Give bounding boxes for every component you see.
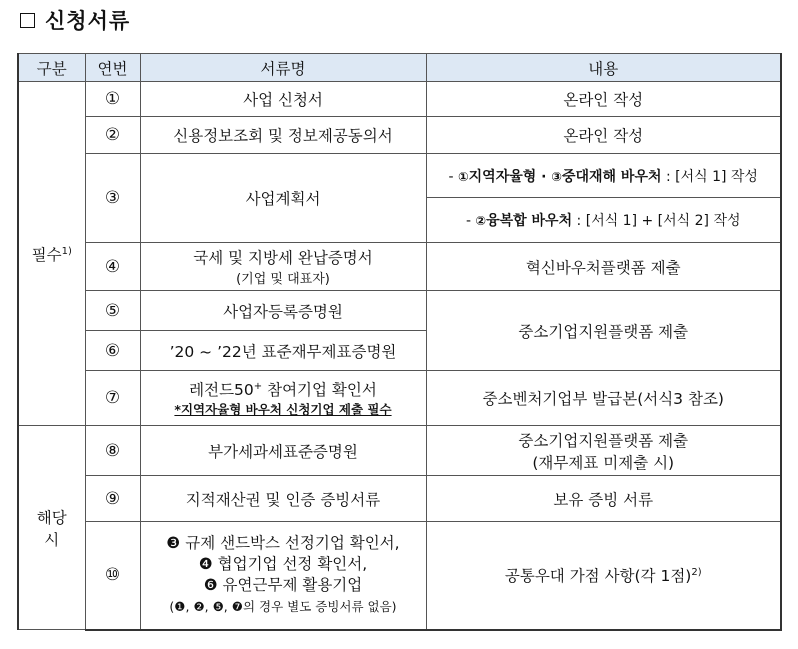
row-content: 중소기업지원플랫폼 제출 xyxy=(426,291,781,371)
row-content: 보유 증빙 서류 xyxy=(426,476,781,522)
row-doc: 사업 신청서 xyxy=(140,82,426,117)
row-no: ② xyxy=(85,117,140,154)
doc-line: (❶, ❷, ❺, ❼의 경우 별도 증빙서류 없음) xyxy=(169,599,397,615)
doc-line: ❹ 협업기업 선정 확인서, xyxy=(198,555,368,574)
doc-line: 국세 및 지방세 완납증명서 xyxy=(193,249,373,267)
row-no: ⑤ xyxy=(85,291,140,331)
doc-line: 레전드50+ 참여기업 확인서 xyxy=(189,380,377,399)
row-content: 혁신바우처플랫폼 제출 xyxy=(426,243,781,291)
checkbox-square-icon xyxy=(20,13,35,28)
row-doc: 사업계획서 xyxy=(140,154,426,243)
row-content-a: - ①지역자율형 · ③중대재해 바우처 : [서식 1] 작성 xyxy=(426,154,781,198)
row-doc xyxy=(140,243,426,291)
header-category: 구분 xyxy=(18,54,85,82)
row-content: 공통우대 가점 사항(각 1점)$^{2)}$ xyxy=(426,522,781,630)
doc-line: ❸ 규제 샌드박스 선정기업 확인서, xyxy=(166,534,400,553)
row-content: 온라인 작성 xyxy=(426,117,781,154)
row-no: ⑧ xyxy=(85,426,140,476)
title-text: 신청서류 xyxy=(45,9,131,33)
header-doc: 서류명 xyxy=(140,54,426,82)
doc-note: *지역자율형 바우처 신청기업 제출 필수 xyxy=(174,402,392,417)
section-title xyxy=(20,6,130,34)
header-content: 내용 xyxy=(426,54,781,82)
row-doc: 부가세과세표준증명원 xyxy=(140,426,426,476)
group-applicable: 해당 시 xyxy=(18,426,85,630)
row-content: 온라인 작성 xyxy=(426,82,781,117)
doc-line: ❻ 유연근무제 활용기업 xyxy=(203,576,363,595)
row-no: ⑦ xyxy=(85,371,140,426)
doc-line: (기업 및 대표자) xyxy=(236,272,330,287)
row-no: ⑨ xyxy=(85,476,140,522)
row-doc: 신용정보조회 및 정보제공동의서 xyxy=(140,117,426,154)
documents-table xyxy=(17,53,782,631)
row-no: ③ xyxy=(85,154,140,243)
row-content: 중소벤처기업부 발급본(서식3 참조) xyxy=(426,371,781,426)
row-doc xyxy=(140,371,426,426)
row-doc xyxy=(140,522,426,630)
row-doc: ’20 ~ ’22년 표준재무제표증명원 xyxy=(140,331,426,371)
row-no: ④ xyxy=(85,243,140,291)
row-doc: 지적재산권 및 인증 증빙서류 xyxy=(140,476,426,522)
header-no: 연번 xyxy=(85,54,140,82)
group-required: 필수$^{1)}$ xyxy=(18,82,85,426)
row-no: ① xyxy=(85,82,140,117)
row-no: ⑥ xyxy=(85,331,140,371)
row-doc: 사업자등록증명원 xyxy=(140,291,426,331)
row-no: ⑩ xyxy=(85,522,140,630)
row-content-b: - ②융복합 바우처 : [서식 1] + [서식 2] 작성 xyxy=(426,198,781,243)
row-content: 중소기업지원플랫폼 제출 (재무제표 미제출 시) xyxy=(426,426,781,476)
